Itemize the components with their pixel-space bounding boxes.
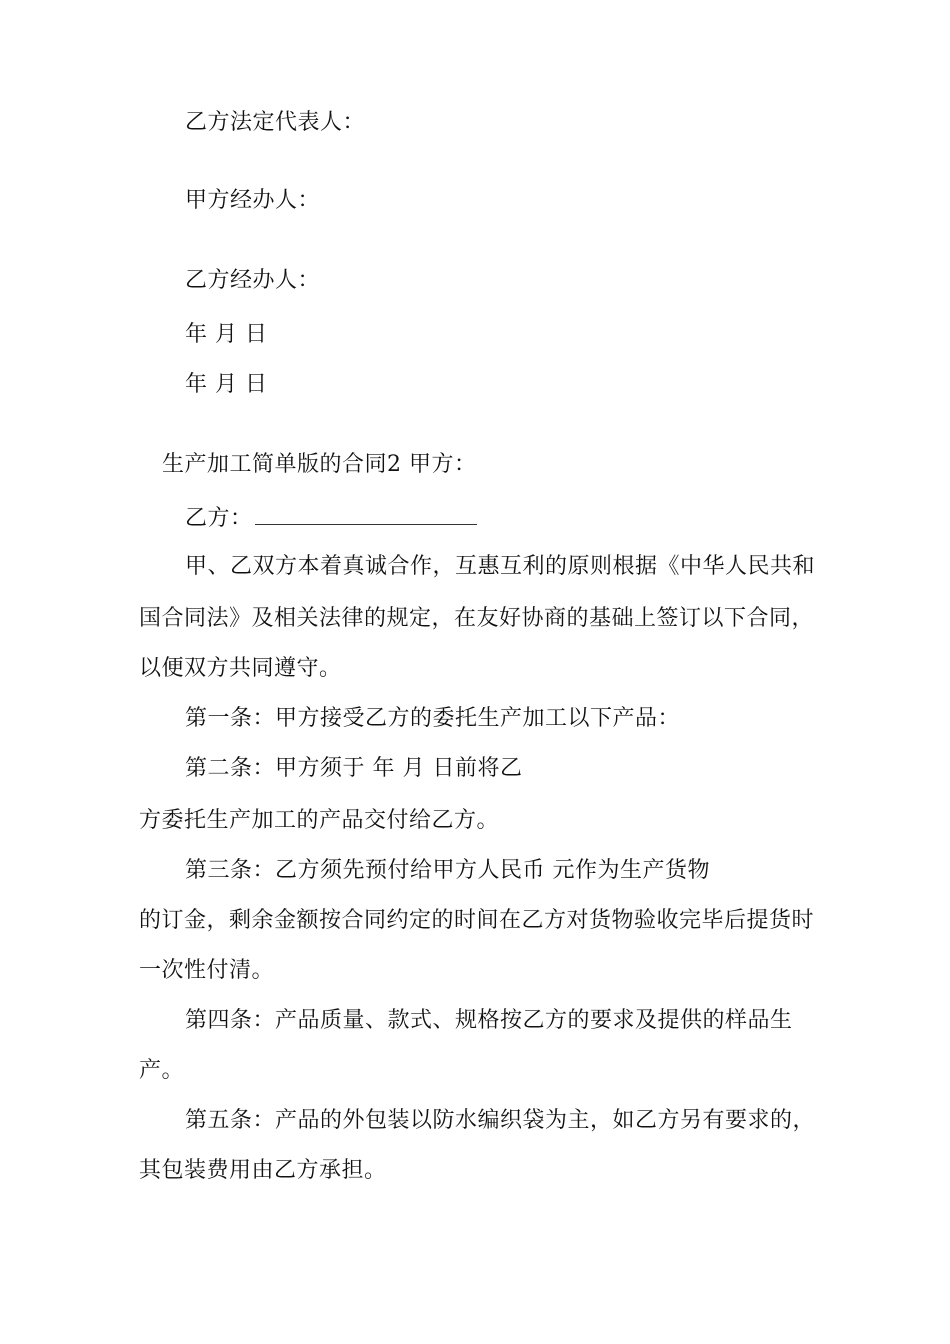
- contract-heading: 生产加工简单版的合同2 甲方：: [162, 452, 477, 477]
- party-b-line: [185, 504, 477, 534]
- date-line-2: 年 月 日: [185, 372, 268, 397]
- party-b-agent-label: 乙方经办人：: [185, 268, 321, 293]
- article-1: 第一条：甲方接受乙方的委托生产加工以下产品：: [185, 706, 681, 731]
- party-b-legal-rep-label: 乙方法定代表人：: [185, 110, 366, 135]
- article-4-line-1: 第四条：产品质量、款式、规格按乙方的要求及提供的样品生: [185, 1008, 793, 1033]
- party-b-blank: [255, 504, 477, 525]
- article-3-line-3: 一次性付清。: [139, 958, 275, 983]
- party-b-label: 乙方：: [185, 506, 253, 531]
- preamble-line-2: 国合同法》及相关法律的规定，在友好协商的基础上签订以下合同，: [139, 606, 815, 631]
- date-line-1: 年 月 日: [185, 322, 268, 347]
- preamble-line-3: 以便双方共同遵守。: [139, 656, 342, 681]
- article-3-line-2: 的订金，剩余金额按合同约定的时间在乙方对货物验收完毕后提货时: [139, 908, 815, 933]
- preamble-line-1: 甲、乙双方本着真诚合作，互惠互利的原则根据《中华人民共和: [185, 554, 816, 579]
- article-2-line-1: 第二条：甲方须于 年 月 日前将乙: [185, 756, 523, 781]
- article-4-line-2: 产。: [139, 1058, 185, 1083]
- article-5-line-1: 第五条：产品的外包装以防水编织袋为主，如乙方另有要求的，: [185, 1108, 816, 1133]
- article-5-line-2: 其包装费用由乙方承担。: [139, 1158, 387, 1183]
- party-a-agent-label: 甲方经办人：: [185, 188, 321, 213]
- article-2-line-2: 方委托生产加工的产品交付给乙方。: [139, 808, 500, 833]
- article-3-line-1: 第三条：乙方须先预付给甲方人民币 元作为生产货物: [185, 858, 710, 883]
